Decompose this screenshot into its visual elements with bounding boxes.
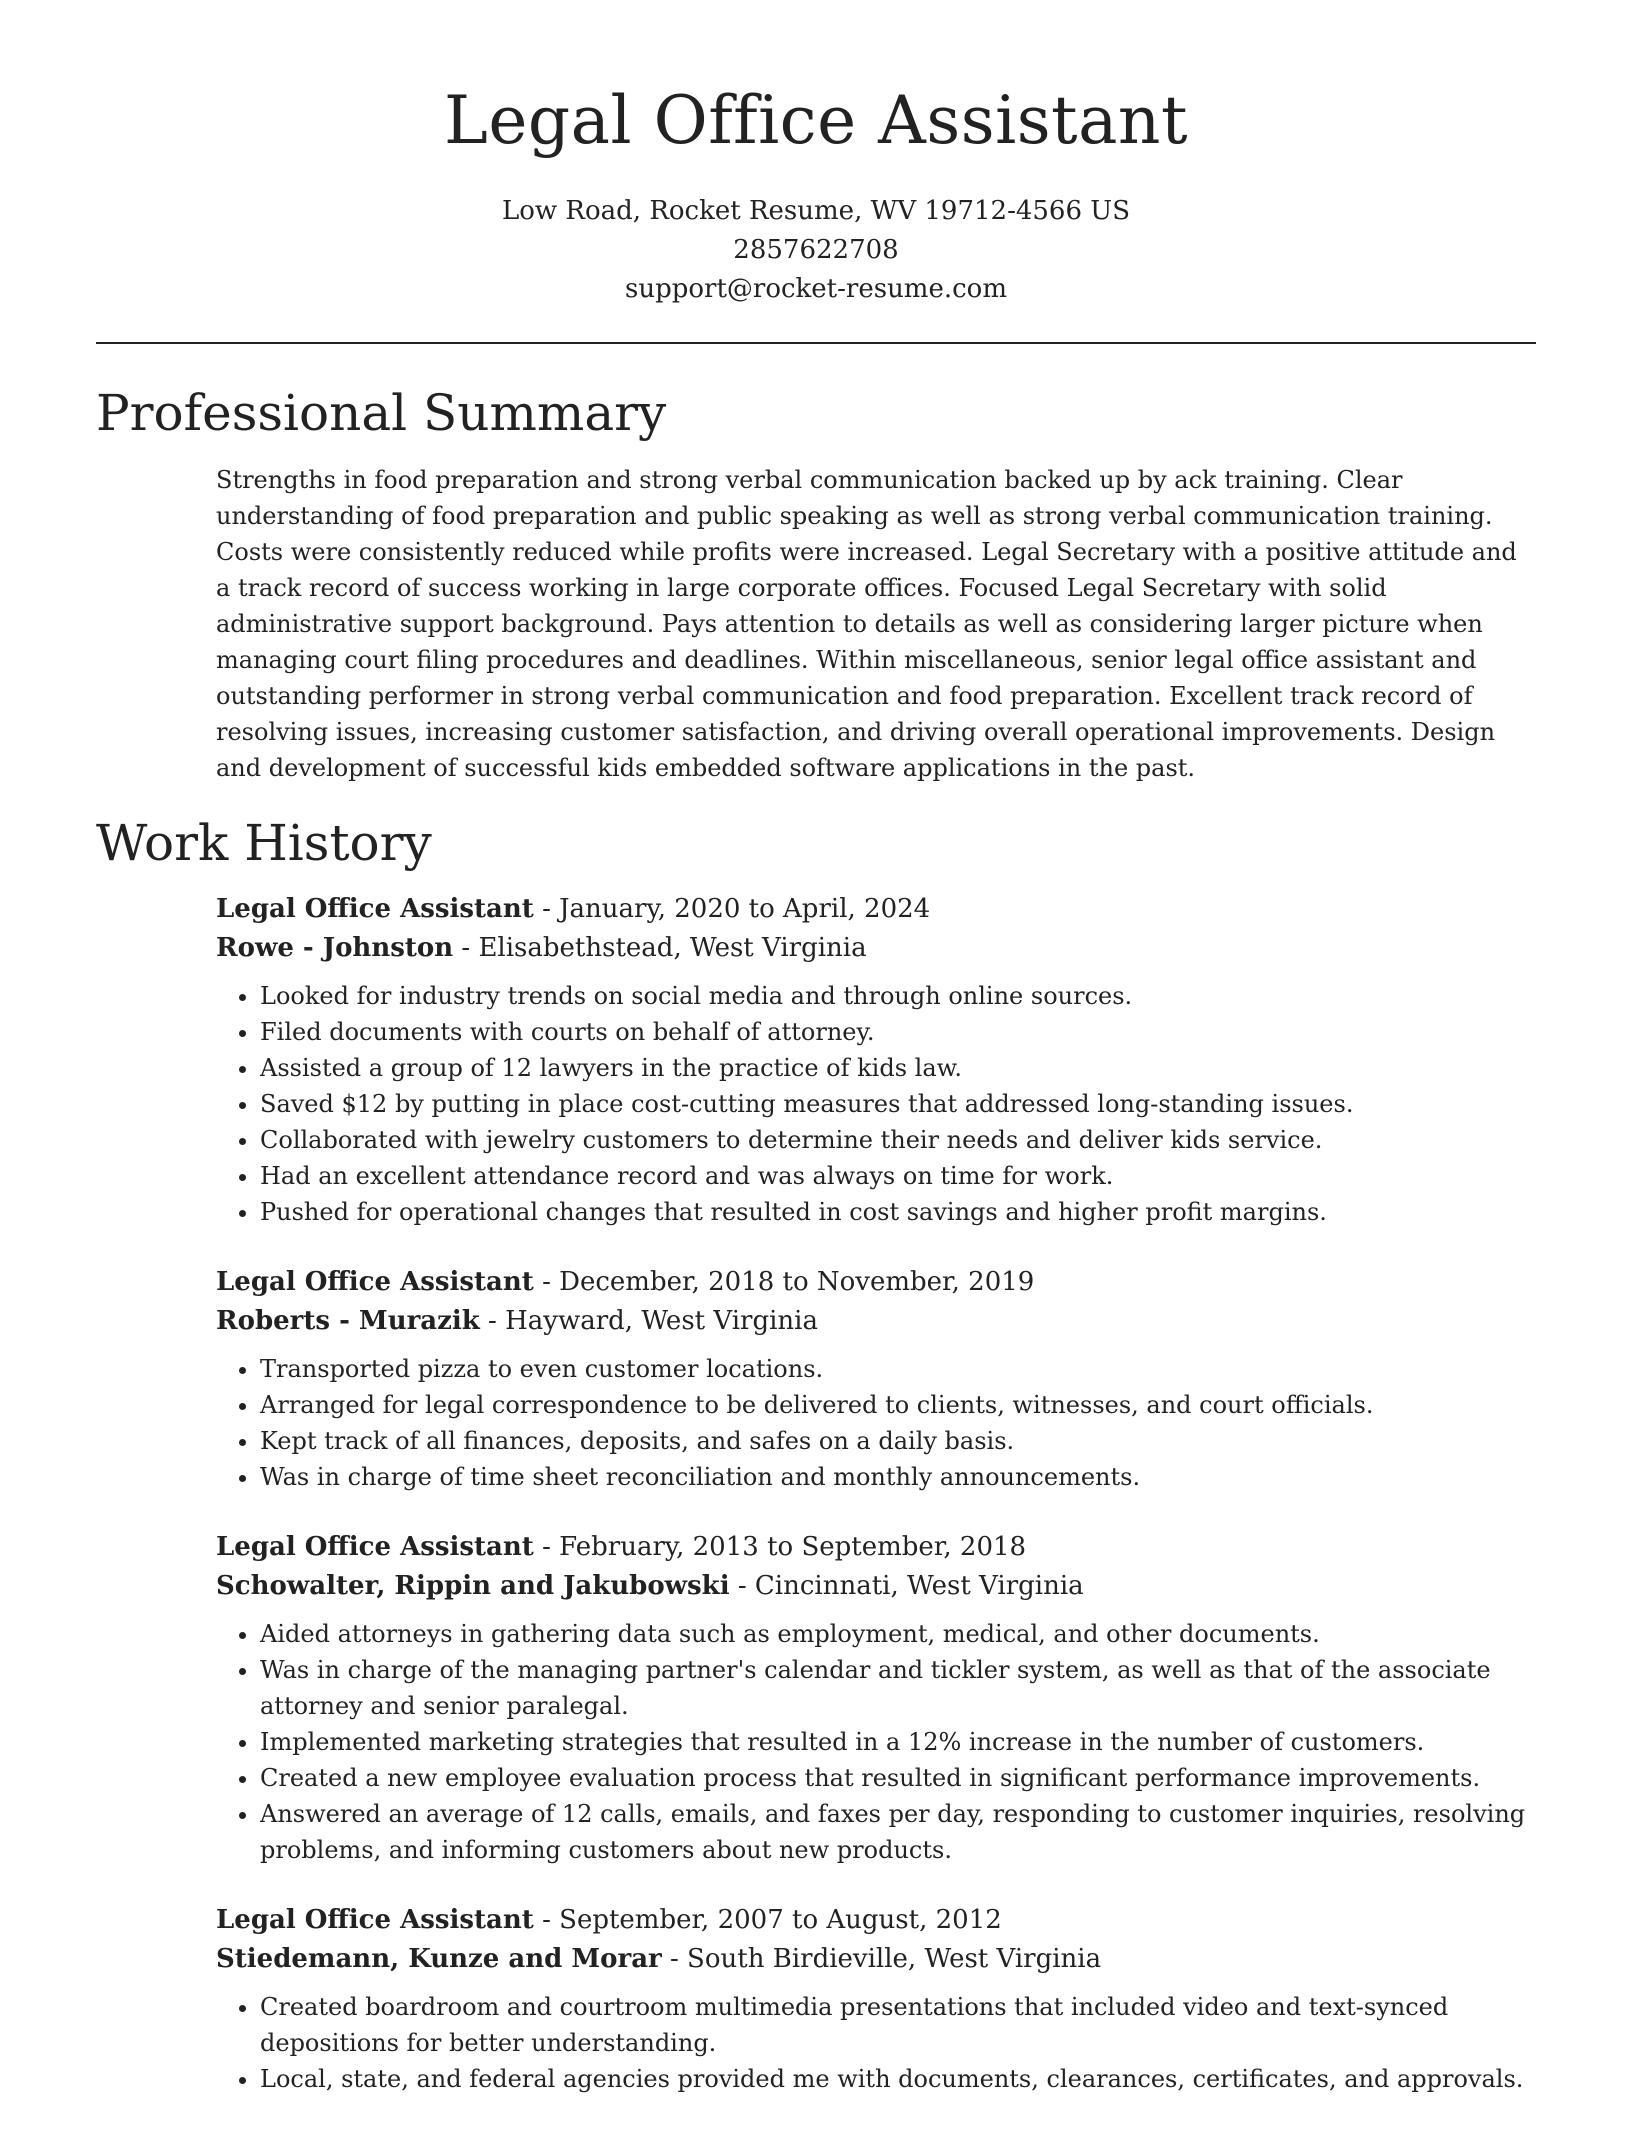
job-bullet: • Kept track of all finances, deposits, and safes on a daily basis.	[260, 1423, 1536, 1459]
job-bullet: • Pushed for operational changes that resulted in cost savings and higher profit margins.	[260, 1194, 1536, 1230]
job-bullet: • Looked for industry trends on social media and through online sources.	[260, 978, 1536, 1014]
job-dates: - December, 2018 to November, 2019	[533, 1267, 1035, 1297]
job-bullet: • Arranged for legal correspondence to be delivered to clients, witnesses, and court officials.	[260, 1387, 1536, 1423]
job-entry	[216, 1901, 1536, 2097]
job-bullet: • Aided attorneys in gathering data such as employment, medical, and other documents.	[260, 1616, 1536, 1652]
job-company: Schowalter, Rippin and Jakubowski	[216, 1571, 730, 1601]
job-bullets	[216, 1351, 1536, 1495]
job-employer-line	[216, 1567, 1536, 1606]
job-bullet: • Was in charge of time sheet reconciliation and monthly announcements.	[260, 1459, 1536, 1495]
job-bullet: • Filed documents with courts on behalf of attorney.	[260, 1014, 1536, 1050]
job-company: Rowe - Johnston	[216, 933, 454, 963]
job-bullet: • Was in charge of the managing partner's calendar and tickler system, as well as that of the associate attorney and senior paralegal.	[260, 1652, 1536, 1724]
job-dates: - February, 2013 to September, 2018	[533, 1532, 1027, 1562]
job-bullet: • Had an excellent attendance record and was always on time for work.	[260, 1158, 1536, 1194]
job-dates: - January, 2020 to April, 2024	[533, 894, 931, 924]
summary-heading: Professional Summary	[96, 384, 667, 442]
job-role: Legal Office Assistant	[216, 1905, 534, 1935]
contact-block	[0, 192, 1632, 309]
job-bullet: • Created boardroom and courtroom multimedia presentations that included video and text-synced depositions for better understanding.	[260, 1989, 1536, 2061]
contact-phone: 2857622708	[733, 235, 899, 265]
job-bullet: • Local, state, and federal agencies provided me with documents, clearances, certificates, and approvals.	[260, 2061, 1536, 2097]
job-title-line	[216, 890, 1536, 929]
work-history-heading: Work History	[96, 814, 432, 872]
job-bullets	[216, 1616, 1536, 1868]
job-bullet: • Collaborated with jewelry customers to determine their needs and deliver kids service.	[260, 1122, 1536, 1158]
job-entry	[216, 1263, 1536, 1495]
header-divider	[96, 342, 1536, 344]
job-bullets	[216, 978, 1536, 1230]
job-title-line	[216, 1901, 1536, 1940]
contact-address: Low Road, Rocket Resume, WV 19712-4566 US	[501, 196, 1131, 226]
job-dates: - September, 2007 to August, 2012	[533, 1905, 1002, 1935]
contact-email: support@rocket-resume.com	[624, 274, 1007, 304]
job-employer-line	[216, 1302, 1536, 1341]
job-role: Legal Office Assistant	[216, 1267, 534, 1297]
job-bullet: • Created a new employee evaluation process that resulted in significant performance improvements.	[260, 1760, 1536, 1796]
work-history-list	[216, 890, 1536, 2130]
job-bullets	[216, 1989, 1536, 2097]
job-role: Legal Office Assistant	[216, 1532, 534, 1562]
job-location: - Cincinnati, West Virginia	[729, 1571, 1084, 1601]
job-role: Legal Office Assistant	[216, 894, 534, 924]
summary-text: Strengths in food preparation and strong verbal communication backed up by ack training. Clear understanding of food preparation and public speaking as well as strong verbal communication training. Costs were consistently reduced while profits were increased. Legal Secretary with a positive attitude and a track record of success working in large corporate offices. Focused Legal Secretary with solid administrative support background. Pays attention to details as well as considering larger picture when managing court filing procedures and deadlines. Within miscellaneous, senior legal office assistant and outstanding performer in strong verbal communication and food preparation. Excellent track record of resolving issues, increasing customer satisfaction, and driving overall operational improvements. Design and development of successful kids embedded software applications in the past.	[216, 466, 1517, 782]
resume-name: Legal Office Assistant	[444, 82, 1188, 159]
job-company: Roberts - Murazik	[216, 1306, 480, 1336]
job-employer-line	[216, 1940, 1536, 1979]
job-entry	[216, 890, 1536, 1230]
job-company: Stiedemann, Kunze and Morar	[216, 1944, 662, 1974]
job-bullet: • Saved $12 by putting in place cost-cutting measures that addressed long-standing issues.	[260, 1086, 1536, 1122]
job-bullet: • Answered an average of 12 calls, emails, and faxes per day, responding to customer inquiries, resolving problems, and informing customers about new products.	[260, 1796, 1536, 1868]
job-location: - South Birdieville, West Virginia	[661, 1944, 1102, 1974]
job-title-line	[216, 1263, 1536, 1302]
job-entry	[216, 1528, 1536, 1868]
job-bullet: • Implemented marketing strategies that resulted in a 12% increase in the number of customers.	[260, 1724, 1536, 1760]
job-location: - Elisabethstead, West Virginia	[453, 933, 867, 963]
job-bullet: • Assisted a group of 12 lawyers in the practice of kids law.	[260, 1050, 1536, 1086]
job-employer-line	[216, 929, 1536, 968]
job-bullet: • Transported pizza to even customer locations.	[260, 1351, 1536, 1387]
job-title-line	[216, 1528, 1536, 1567]
job-location: - Hayward, West Virginia	[479, 1306, 818, 1336]
